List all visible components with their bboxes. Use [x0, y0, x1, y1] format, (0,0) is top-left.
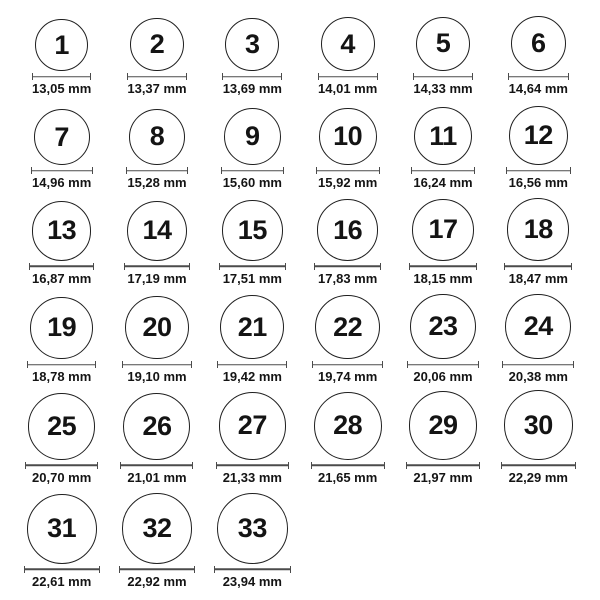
ring-size-item — [395, 391, 490, 485]
diameter-label: 21,33 mm — [222, 469, 282, 485]
diameter-label: 18,47 mm — [508, 270, 568, 286]
diameter-measure-line — [124, 263, 190, 270]
ring-size-item — [109, 201, 204, 286]
size-number: 6 — [531, 28, 546, 59]
ring-size-item — [491, 294, 586, 385]
diameter-measure-line — [219, 263, 286, 270]
size-number: 8 — [149, 121, 165, 152]
diameter-measure-line — [318, 73, 378, 80]
size-circle — [224, 108, 281, 165]
ring-size-row — [14, 106, 586, 190]
diameter-measure-line — [127, 73, 186, 80]
diameter-label: 19,74 mm — [318, 369, 378, 385]
size-number: 21 — [237, 311, 267, 342]
ring-size-item — [300, 17, 395, 96]
size-circle — [130, 18, 183, 71]
diameter-label: 22,61 mm — [32, 573, 92, 589]
diameter-measure-line — [31, 167, 93, 174]
ring-size-item — [395, 17, 490, 97]
size-circle — [35, 19, 88, 72]
diameter-measure-line — [413, 73, 474, 80]
size-number: 4 — [340, 28, 355, 59]
size-number: 10 — [333, 120, 363, 151]
size-number: 19 — [47, 312, 77, 343]
size-circle — [222, 200, 283, 261]
size-number: 11 — [429, 120, 457, 151]
diameter-label: 20,38 mm — [508, 369, 568, 385]
size-number: 3 — [245, 29, 260, 60]
diameter-measure-line — [411, 167, 475, 174]
diameter-measure-line — [216, 462, 290, 469]
diameter-measure-line — [504, 263, 572, 270]
diameter-measure-line — [32, 73, 91, 80]
ring-size-row — [14, 294, 586, 385]
size-circle — [412, 199, 474, 261]
size-circle — [28, 393, 94, 459]
size-number: 1 — [54, 29, 69, 60]
diameter-measure-line — [508, 73, 569, 80]
size-number: 20 — [142, 312, 172, 343]
ring-size-item — [300, 108, 395, 191]
size-circle — [225, 18, 279, 72]
size-circle — [410, 294, 475, 359]
diameter-label: 19,10 mm — [127, 369, 187, 385]
size-number: 32 — [142, 513, 172, 544]
diameter-label: 16,56 mm — [508, 175, 568, 191]
ring-size-item — [109, 109, 204, 191]
ring-size-item — [395, 199, 490, 286]
diameter-measure-line — [406, 462, 481, 469]
diameter-label: 21,97 mm — [413, 469, 473, 485]
size-number: 30 — [523, 409, 553, 440]
diameter-label: 17,83 mm — [318, 270, 378, 286]
diameter-label: 21,01 mm — [127, 469, 187, 485]
diameter-measure-line — [126, 167, 189, 174]
diameter-measure-line — [24, 566, 100, 573]
diameter-measure-line — [25, 462, 97, 469]
diameter-measure-line — [29, 263, 94, 270]
size-number: 33 — [237, 512, 267, 543]
size-circle — [125, 296, 189, 360]
diameter-label: 22,29 mm — [508, 469, 568, 485]
ring-size-row — [14, 493, 586, 589]
diameter-label: 14,96 mm — [32, 175, 92, 191]
size-circle — [317, 199, 378, 260]
diameter-label: 20,70 mm — [32, 469, 92, 485]
ring-size-item — [14, 297, 109, 385]
size-circle — [30, 297, 93, 360]
ring-size-item — [491, 106, 586, 190]
size-circle — [27, 494, 97, 564]
size-number: 15 — [237, 214, 267, 245]
size-circle — [504, 390, 573, 459]
size-number: 24 — [523, 311, 553, 342]
diameter-label: 13,05 mm — [32, 81, 92, 97]
diameter-measure-line — [502, 361, 574, 368]
ring-size-item — [205, 493, 300, 589]
diameter-label: 20,06 mm — [413, 369, 473, 385]
ring-size-item — [14, 201, 109, 285]
size-number: 27 — [237, 410, 267, 441]
ring-size-item — [395, 107, 490, 190]
diameter-measure-line — [221, 167, 284, 174]
size-circle — [409, 391, 478, 460]
ring-size-item — [491, 390, 586, 484]
size-number: 28 — [333, 410, 363, 441]
ring-size-row — [14, 198, 586, 285]
size-circle — [507, 198, 569, 260]
ring-size-row — [14, 16, 586, 96]
ring-size-item — [205, 18, 300, 97]
size-circle — [217, 493, 288, 564]
size-number: 14 — [142, 215, 172, 246]
size-number: 17 — [428, 214, 458, 245]
size-circle — [509, 106, 568, 165]
diameter-measure-line — [217, 361, 287, 368]
ring-size-item — [109, 493, 204, 588]
ring-size-item — [491, 198, 586, 285]
size-circle — [127, 201, 187, 261]
size-number: 29 — [428, 409, 458, 440]
ring-size-item — [109, 296, 204, 385]
size-circle — [314, 392, 382, 460]
ring-size-item — [109, 18, 204, 96]
diameter-label: 18,78 mm — [32, 369, 92, 385]
size-number: 23 — [428, 311, 458, 342]
size-circle — [505, 294, 571, 360]
size-number: 22 — [333, 311, 363, 342]
diameter-measure-line — [409, 263, 477, 270]
diameter-measure-line — [311, 462, 385, 469]
ring-size-item — [205, 392, 300, 485]
size-number: 5 — [435, 28, 451, 59]
size-circle — [220, 295, 284, 359]
diameter-label: 14,64 mm — [508, 81, 568, 97]
ring-size-item — [205, 295, 300, 384]
diameter-measure-line — [312, 361, 383, 368]
ring-size-row — [14, 390, 586, 484]
diameter-label: 17,19 mm — [127, 270, 187, 286]
ring-size-item — [205, 200, 300, 286]
ring-size-item — [491, 16, 586, 96]
size-number: 12 — [523, 120, 553, 151]
ring-size-item — [300, 295, 395, 385]
ring-size-item — [14, 393, 109, 484]
diameter-measure-line — [222, 73, 282, 80]
diameter-label: 21,65 mm — [318, 469, 378, 485]
diameter-label: 14,01 mm — [318, 81, 378, 97]
diameter-label: 14,33 mm — [413, 81, 473, 97]
diameter-label: 19,42 mm — [222, 369, 282, 385]
diameter-label: 16,87 mm — [32, 270, 92, 286]
diameter-measure-line — [314, 263, 381, 270]
size-circle — [34, 109, 90, 165]
diameter-measure-line — [214, 566, 291, 573]
size-number: 9 — [245, 121, 260, 152]
size-circle — [129, 109, 186, 166]
diameter-label: 15,28 mm — [127, 175, 187, 191]
ring-size-item — [14, 19, 109, 97]
ring-size-item — [109, 393, 204, 485]
size-circle — [315, 295, 380, 360]
size-number: 13 — [47, 215, 77, 246]
ring-size-item — [205, 108, 300, 190]
ring-size-item — [300, 199, 395, 285]
size-circle — [319, 108, 377, 166]
diameter-measure-line — [122, 361, 192, 368]
diameter-measure-line — [119, 566, 195, 573]
ring-size-item — [300, 392, 395, 485]
diameter-measure-line — [27, 361, 96, 368]
diameter-label: 23,94 mm — [222, 573, 282, 589]
size-number: 25 — [47, 411, 77, 442]
diameter-label: 22,92 mm — [127, 573, 187, 589]
size-number: 31 — [47, 513, 77, 544]
ring-size-item — [14, 494, 109, 589]
size-circle — [123, 393, 190, 460]
diameter-measure-line — [120, 462, 193, 469]
diameter-label: 13,69 mm — [222, 81, 282, 97]
size-circle — [416, 17, 471, 72]
size-number: 26 — [142, 410, 172, 441]
diameter-measure-line — [501, 462, 576, 469]
diameter-measure-line — [316, 167, 380, 174]
size-circle — [219, 392, 287, 460]
size-number: 7 — [54, 121, 69, 152]
diameter-label: 16,24 mm — [413, 175, 473, 191]
size-circle — [414, 107, 472, 165]
diameter-label: 15,92 mm — [318, 175, 378, 191]
diameter-measure-line — [407, 361, 478, 368]
diameter-measure-line — [506, 167, 571, 174]
ring-size-item — [14, 109, 109, 190]
size-circle — [511, 16, 566, 71]
size-number: 16 — [333, 214, 363, 245]
size-circle — [321, 17, 375, 71]
diameter-label: 15,60 mm — [222, 175, 282, 191]
diameter-label: 18,15 mm — [413, 270, 473, 286]
diameter-label: 13,37 mm — [127, 81, 187, 97]
size-circle — [122, 493, 192, 563]
diameter-label: 17,51 mm — [222, 270, 282, 286]
size-number: 18 — [523, 213, 553, 244]
ring-size-item — [395, 294, 490, 384]
size-number: 2 — [149, 29, 165, 60]
size-circle — [32, 201, 91, 260]
